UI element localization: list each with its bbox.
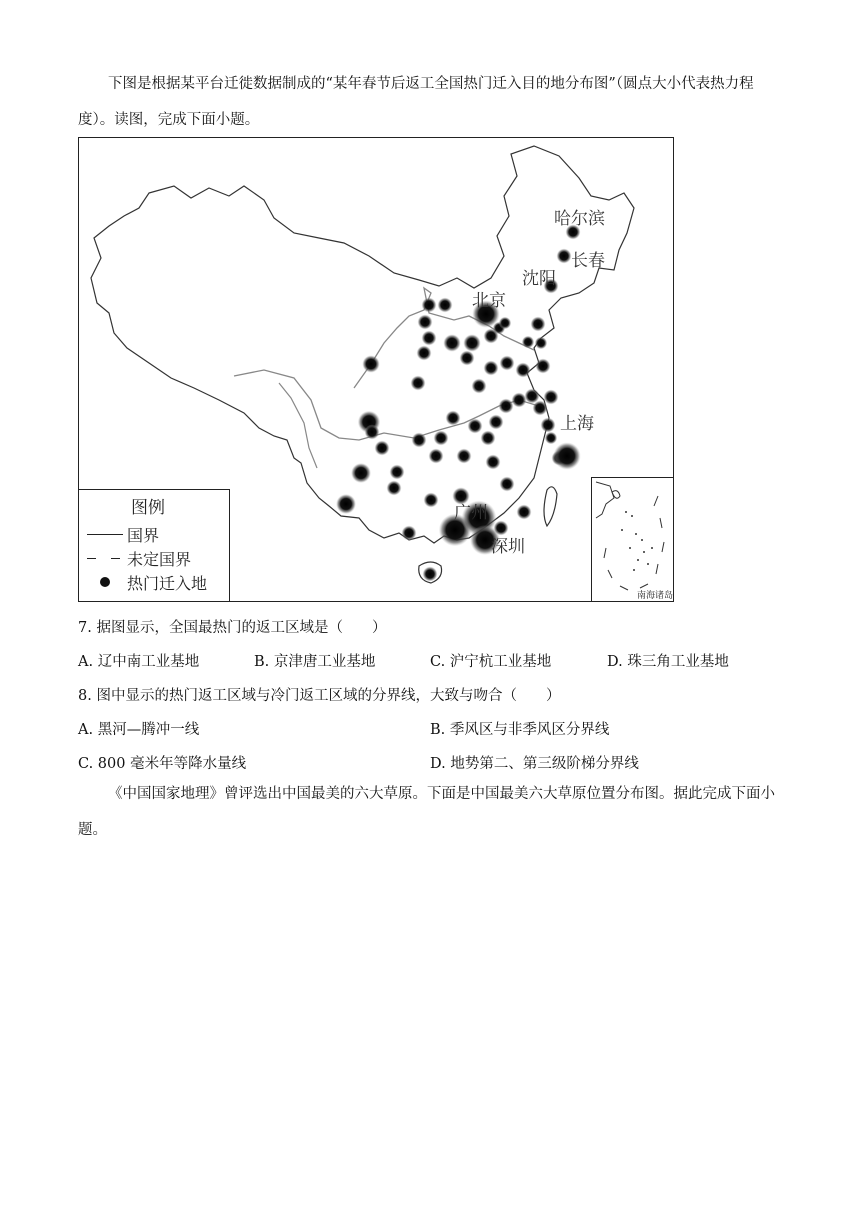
hotspot-dot	[460, 351, 475, 366]
hotspot-dot	[545, 432, 558, 445]
legend-row-hotspot	[87, 572, 207, 592]
legend-border-label: 国界	[127, 525, 160, 545]
hotspot-dot	[443, 334, 461, 352]
nu-river	[279, 383, 317, 468]
hotspot-dot	[336, 494, 356, 514]
hotspot-dot	[516, 363, 531, 378]
hotspot-dot	[472, 379, 487, 394]
yangtze-river	[234, 370, 539, 440]
label-changchun: 长春	[571, 251, 605, 271]
legend-row-undetermined	[87, 548, 191, 568]
hotspot-dot	[536, 359, 551, 374]
china-hotspot-map	[78, 137, 674, 602]
hotspot-dot	[468, 419, 483, 434]
hotspot-dot	[484, 329, 499, 344]
hotspot-dot	[484, 361, 499, 376]
label-harbin: 哈尔滨	[554, 209, 605, 229]
q8-stem: 8. 图中显示的热门返工区域与冷门返工区域的分界线，大致与吻合（ ）	[78, 688, 561, 704]
hotspot-dot	[424, 493, 439, 508]
inset-drawing	[592, 478, 674, 602]
hotspot-dot	[499, 399, 514, 414]
legend-hotspot-label: 热门迁入地	[127, 573, 208, 593]
taiwan-island	[544, 487, 557, 526]
label-beijing: 北京	[472, 291, 506, 311]
label-guangzhou: 广州	[454, 503, 488, 523]
inset-label: 南海诸岛	[636, 591, 673, 601]
south-china-sea-inset	[591, 477, 674, 602]
q7-option-d[interactable]: D. 珠三角工业基地	[607, 654, 729, 670]
hotspot-dot	[411, 376, 426, 391]
intro-paragraph: 下图是根据某平台迁徙数据制成的“某年春节后返工全国热门迁入目的地分布图”（圆点大小代表热力程度）。读图，完成下面小题。	[78, 76, 754, 128]
hotspot-dot	[412, 433, 427, 448]
hotspot-dot	[390, 465, 405, 480]
hotspot-dot	[541, 418, 556, 433]
map-legend	[79, 489, 230, 602]
hotspot-dot	[402, 526, 417, 541]
hotspot-dot	[512, 393, 527, 408]
q8-option-a[interactable]: A. 黑河—腾冲一线	[78, 722, 200, 738]
q8-option-b[interactable]: B. 季风区与非季风区分界线	[430, 722, 610, 738]
hotspot-dot	[531, 317, 546, 332]
hotspot-dot	[457, 449, 472, 464]
q8-option-d[interactable]: D. 地势第二、第三级阶梯分界线	[430, 756, 639, 772]
hotspot-dot	[500, 477, 515, 492]
hotspot-dot	[557, 249, 572, 264]
hotspot-dot	[463, 334, 481, 352]
label-shenzhen: 深圳	[491, 537, 525, 557]
china-border	[91, 146, 634, 543]
q7-stem: 7. 据图显示，全国最热门的返工区域是（ ）	[78, 620, 387, 636]
hotspot-dot	[544, 390, 559, 405]
legend-undetermined-label: 未定国界	[127, 549, 192, 569]
hotspot-dot	[423, 567, 438, 582]
label-shenyang: 沈阳	[522, 269, 556, 289]
legend-dot-icon	[100, 577, 110, 587]
hotspot-dot	[446, 411, 461, 426]
hotspot-dot	[387, 481, 402, 496]
hotspot-dot	[500, 356, 515, 371]
grassland-intro-paragraph: 《中国国家地理》曾评选出中国最美的六大草原。下面是中国最美六大草原位置分布图。据此完成下面小题。	[78, 786, 775, 838]
hotspot-dot	[499, 317, 512, 330]
hotspot-dot	[481, 431, 496, 446]
label-shanghai: 上海	[560, 414, 594, 434]
q8-option-c[interactable]: C. 800 毫米年等降水量线	[78, 756, 247, 772]
hotspot-dot	[533, 401, 548, 416]
hotspot-dot	[553, 442, 581, 470]
hotspot-dot	[375, 441, 390, 456]
hotspot-dot	[522, 336, 535, 349]
hotspot-dot	[434, 431, 449, 446]
hotspot-dot	[365, 425, 380, 440]
hotspot-dot	[417, 346, 432, 361]
q7-option-b[interactable]: B. 京津唐工业基地	[254, 654, 376, 670]
hotspot-dot	[422, 331, 437, 346]
hotspot-dot	[535, 337, 548, 350]
hotspot-dot	[486, 455, 501, 470]
hotspot-dot	[362, 355, 380, 373]
hotspot-dot	[418, 315, 433, 330]
hotspot-dot	[438, 298, 453, 313]
hotspot-dot	[351, 463, 371, 483]
hotspot-dot	[422, 298, 437, 313]
hotspot-dot	[517, 505, 532, 520]
hotspot-dot	[429, 449, 444, 464]
hotspot-dot	[489, 415, 504, 430]
legend-title: 图例	[131, 498, 165, 518]
q7-option-c[interactable]: C. 沪宁杭工业基地	[430, 654, 552, 670]
legend-row-border	[87, 524, 159, 544]
q7-option-a[interactable]: A. 辽中南工业基地	[78, 654, 200, 670]
